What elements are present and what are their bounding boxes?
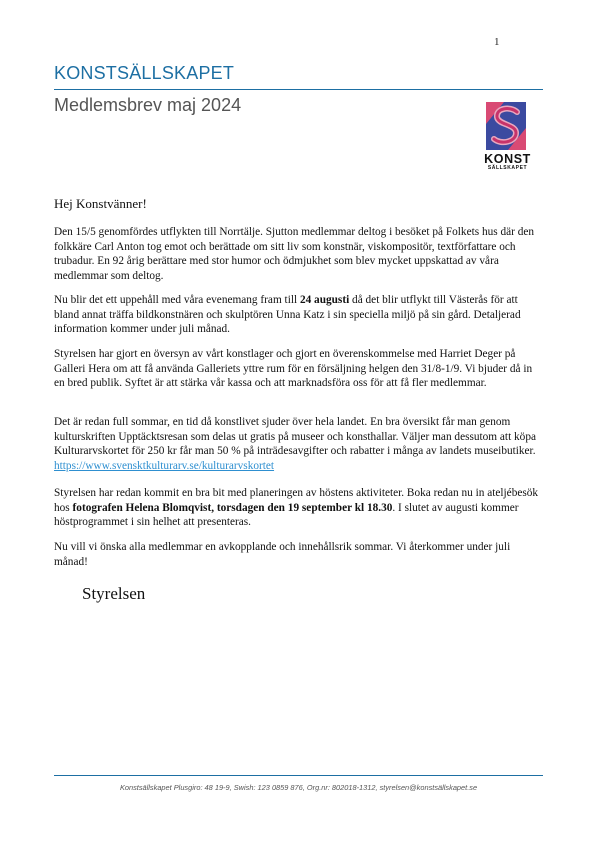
paragraph-2 [54, 293, 543, 337]
greeting: Hej Konstvänner! [54, 196, 147, 211]
paragraph-6: Nu vill vi önska alla medlemmar en avkopplande och innehållsrik sommar. Vi återkommer under juli månad! [54, 541, 511, 568]
paragraph-1: Den 15/5 genomfördes utflykten till Norrtälje. Sjutton medlemmar deltog i besöket på Folkets hus där den folkkäre Carl Anton tog emot och berättade om sitt liv som konstnär, viskompositör, textförfattare och trubadur. En 92 årig berättare med stor humor och ödmjukhet som blev mycket uppskattad av våra medlemmar som deltog. [54, 226, 535, 282]
footer-info: Konstsällskapet Plusgiro: 48 19-9, Swish: 123 0859 876, Org.nr: 802018-1312, styrelsen@konstsällskapet.se [119, 783, 478, 792]
paragraph-4 [54, 415, 543, 473]
paragraph-5-text-b: . I slutet av augusti kommer höstprogrammet i sin helhet att presenteras. [54, 501, 519, 528]
paragraph-3: Styrelsen har gjort en översyn av vårt konstlager och gjort en överenskommelse med Harriet Deger på Galleri Hera om att få använda Galleriets yttre rum för en försäljning helgen den 31/8-1/9. Vi bjuder då in en bred publik. Syftet är att stärka vår kassa och att marknadsföra oss för att få fler medlemmar. [54, 348, 533, 389]
page-title: Medlemsbrev maj 2024 [54, 95, 242, 115]
logo [480, 102, 535, 174]
konst-logo-mark [486, 102, 526, 150]
kulturarvskortet-link[interactable]: https://www.svensktkulturarv.se/kulturarvskortet [54, 459, 275, 472]
logo-sub: SÄLLSKAPET [487, 165, 528, 171]
paragraph-5-event: fotografen Helena Blomqvist, torsdagen den 19 september kl 18.30 [72, 501, 393, 514]
paragraph-5-text-a: Styrelsen har redan kommit en bra bit med planeringen av höstens aktiviteter. Boka redan nu in ateljébesök hos [54, 487, 539, 514]
footer-rule [54, 775, 543, 776]
paragraph-2-text-b: då det blir utflykt till Västerås för att bland annat träffa bildkonstnären och skulptören Unna Katz i sin speciella miljö på sin gård. Detaljerad information kommer under juli månad. [54, 294, 521, 335]
title-rule [54, 89, 543, 90]
paragraph-5 [54, 486, 543, 530]
paragraph-2-date: 24 augusti [299, 294, 350, 306]
page-number: 1 [494, 36, 500, 48]
org-name: KONSTSÄLLSKAPET [54, 63, 235, 83]
paragraph-4-text: Det är redan full sommar, en tid då konstlivet sjuder över hela landet. En bra översikt får man genom kulturskriften Upptäcktsresan som delas ut gratis på museer och konsthallar. Väljer man dessutom att köpa Kulturarvskortet för 250 kr får man 50 % på inträdesavgifter och rabatter i många av landets museibutiker. [54, 416, 536, 457]
signature: Styrelsen [82, 584, 146, 603]
logo-word: KONST [484, 152, 531, 166]
paragraph-2-text-a: Nu blir det ett uppehåll med våra evenemang fram till [54, 294, 300, 306]
